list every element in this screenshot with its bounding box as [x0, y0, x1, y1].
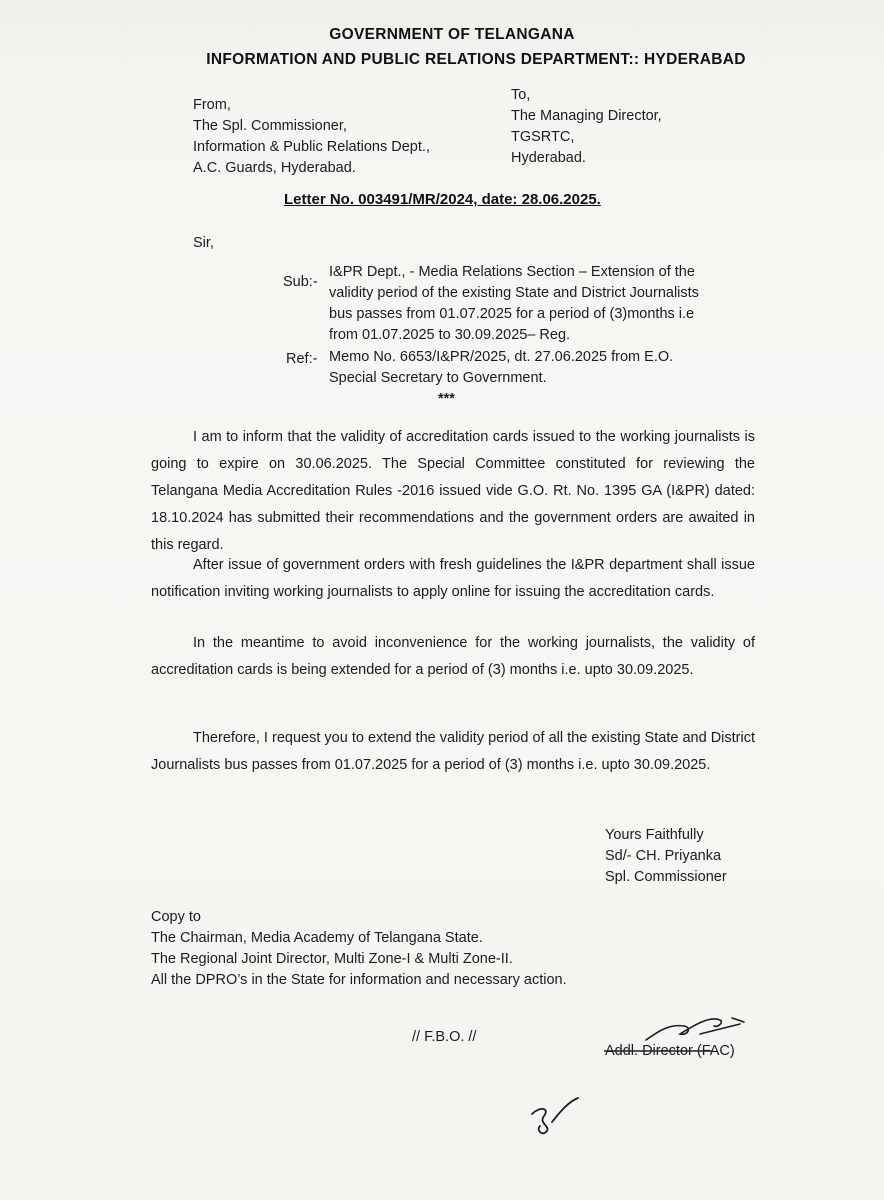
subject-line: I&PR Dept., - Media Relations Section – Extension of the	[329, 264, 695, 280]
attestation-title: Addl. Director (FAC)	[605, 1043, 735, 1059]
reference-text	[329, 347, 673, 389]
to-line: The Managing Director,	[511, 108, 662, 124]
copy-line: All the DPRO’s in the State for information and necessary action.	[151, 972, 567, 988]
paragraph-text: I am to inform that the validity of accreditation cards issued to the working journalists is going to expire on 30.06.2025. The Special Committee constituted for reviewing the Telangana Media Accreditation Rules -2016 issued vide G.O. Rt. No. 1395 GA (I&PR) dated: 18.10.2024 has submitted their recommendations and the government orders are awaited in this regard.	[151, 429, 755, 553]
copy-line: The Regional Joint Director, Multi Zone-I & Multi Zone-II.	[151, 951, 513, 967]
handwritten-signature-mark	[522, 1092, 592, 1142]
fbo-mark: // F.B.O. //	[412, 1029, 477, 1045]
reference-line: Memo No. 6653/I&PR/2025, dt. 27.06.2025 from E.O.	[329, 349, 674, 365]
subject-line: validity period of the existing State and District Journalists	[329, 285, 699, 301]
from-line: The Spl. Commissioner,	[193, 118, 347, 134]
closing-line: Yours Faithfully	[605, 827, 704, 843]
body-paragraph-3	[151, 630, 755, 684]
subject-label: Sub:-	[283, 274, 318, 290]
subject-text	[329, 262, 699, 346]
copy-to-block	[151, 907, 567, 991]
from-label: From,	[193, 97, 231, 113]
closing-line: Sd/- CH. Priyanka	[605, 848, 722, 864]
paragraph-text: After issue of government orders with fresh guidelines the I&PR department shall issue notification inviting working journalists to apply online for issuing the accreditation cards.	[151, 557, 755, 600]
closing-block	[605, 825, 727, 888]
copy-label: Copy to	[151, 909, 201, 925]
salutation: Sir,	[193, 235, 214, 251]
reference-label: Ref:-	[286, 351, 318, 367]
from-block	[193, 95, 430, 179]
paragraph-text: In the meantime to avoid inconvenience for the working journalists, the validity of accreditation cards is being extended for a period of (3) months i.e. upto 30.09.2025.	[151, 635, 755, 678]
paragraph-text: Therefore, I request you to extend the validity period of all the existing State and District Journalists bus passes from 01.07.2025 for a period of (3) months i.e. upto 30.09.2025.	[151, 730, 755, 773]
reference-line: Special Secretary to Government.	[329, 370, 547, 386]
copy-line: The Chairman, Media Academy of Telangana State.	[151, 930, 483, 946]
from-line: Information & Public Relations Dept.,	[193, 139, 430, 155]
separator-stars: ***	[438, 391, 455, 407]
body-paragraph-1	[151, 424, 755, 559]
to-line: Hyderabad.	[511, 150, 586, 166]
to-block	[511, 85, 662, 169]
letter-number: Letter No. 003491/MR/2024, date: 28.06.2025.	[284, 191, 601, 208]
header-government: GOVERNMENT OF TELANGANA	[329, 26, 575, 43]
to-label: To,	[511, 87, 531, 103]
subject-line: from 01.07.2025 to 30.09.2025– Reg.	[329, 327, 571, 343]
subject-line: bus passes from 01.07.2025 for a period of (3)months i.e	[329, 306, 695, 322]
to-line: TGSRTC,	[511, 129, 575, 145]
body-paragraph-4	[151, 725, 755, 779]
handwritten-initial-signature	[640, 1010, 750, 1050]
from-line: A.C. Guards, Hyderabad.	[193, 160, 356, 176]
closing-line: Spl. Commissioner	[605, 869, 727, 885]
body-paragraph-2	[151, 552, 755, 606]
header-department: INFORMATION AND PUBLIC RELATIONS DEPARTMENT:: HYDERABAD	[206, 51, 746, 68]
